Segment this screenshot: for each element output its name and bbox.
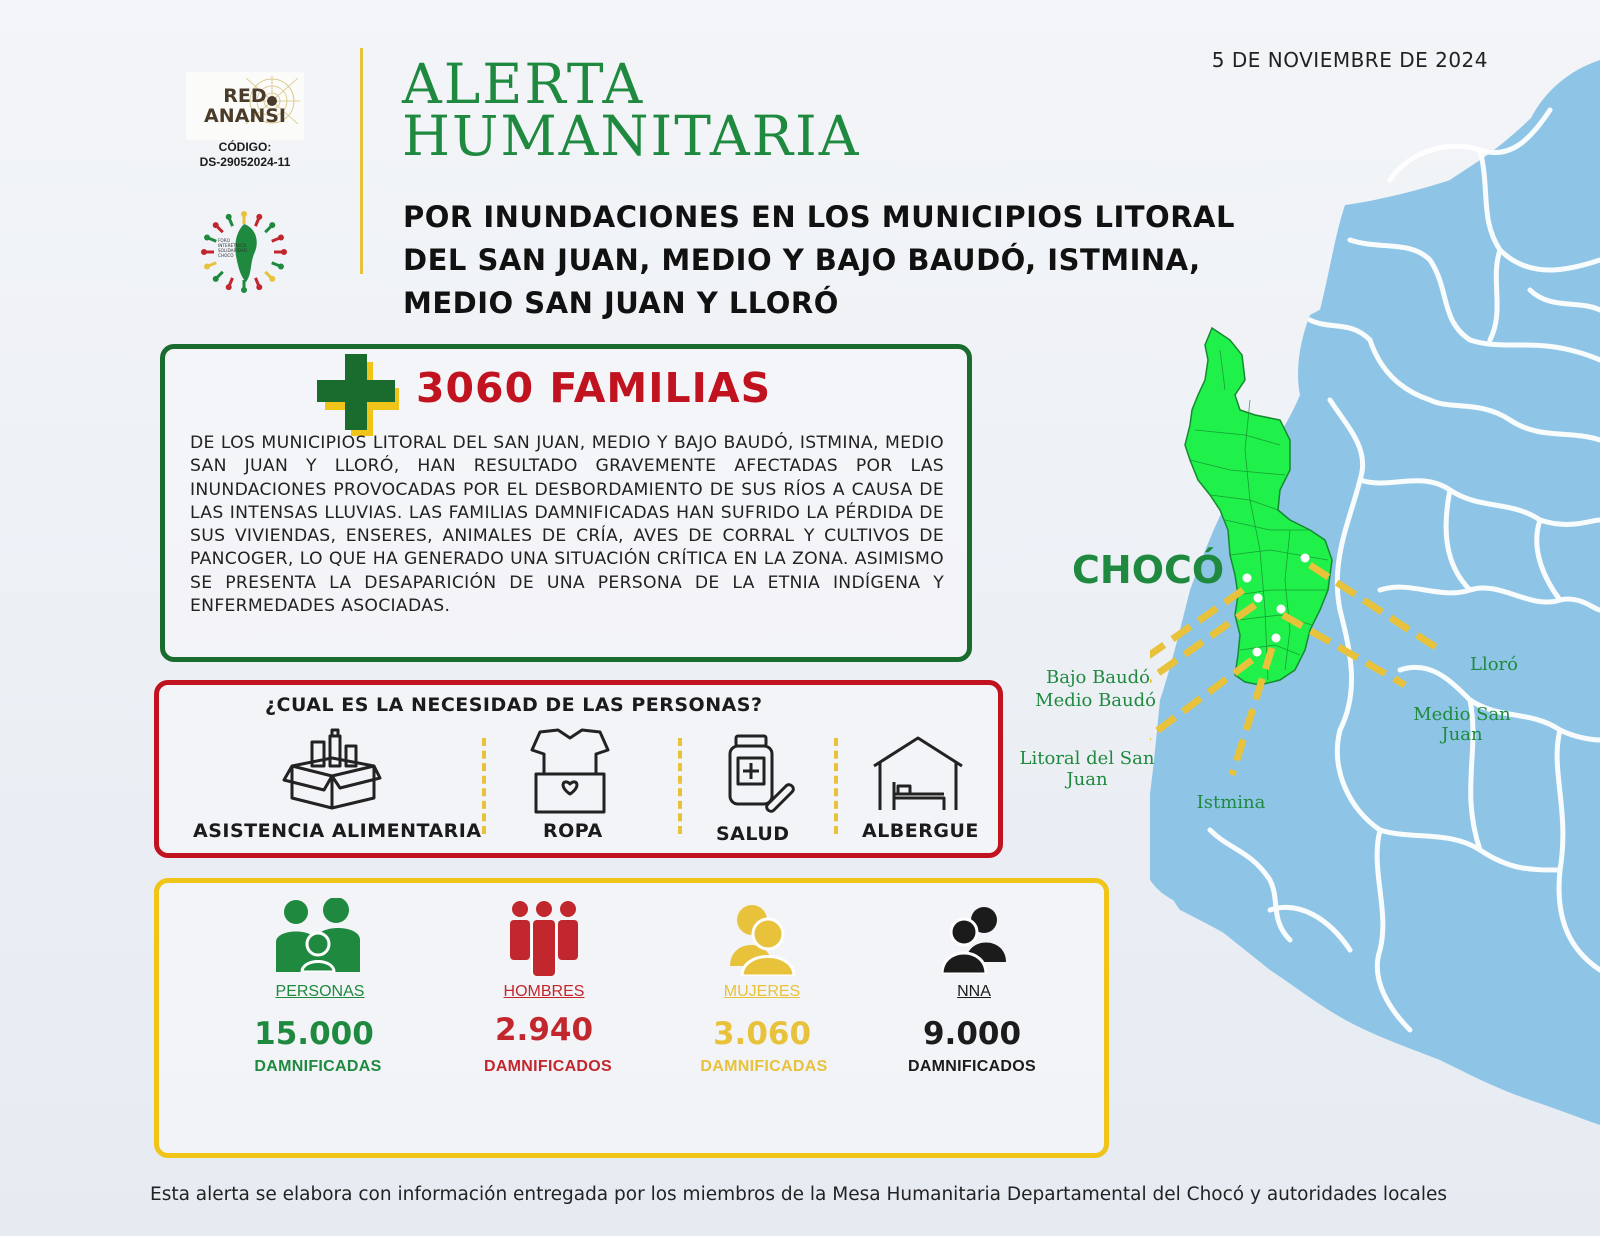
- foro-figure-body: [216, 225, 223, 232]
- map-label-medio-san-juan-line1: Medio San: [1413, 704, 1511, 725]
- foro-figure-body: [255, 278, 259, 287]
- medical-cross-icon: [312, 352, 402, 436]
- needs-divider: [482, 738, 486, 834]
- food-box-icon: [282, 728, 382, 812]
- stat-value-mujeres: 3.060: [712, 1016, 812, 1052]
- foro-interetnico-logo: [188, 202, 300, 302]
- children-group-icon: [942, 906, 1006, 974]
- foro-figure-body: [272, 263, 281, 267]
- need-label-clothing: ROPA: [543, 820, 603, 842]
- need-label-shelter: ALBERGUE: [862, 820, 979, 842]
- stat-unit-personas: DAMNIFICADAS: [254, 1058, 382, 1075]
- foro-figure-body: [272, 237, 281, 241]
- red-anansi-logo: [186, 72, 304, 140]
- region-label-choco: CHOCÓ: [1072, 548, 1225, 592]
- stat-label-personas: PERSONAS: [275, 983, 365, 1000]
- subtitle-line-2: DEL SAN JUAN, MEDIO Y BAJO BAUDÓ, ISTMINA,: [403, 243, 1201, 277]
- stat-label-nna: NNA: [957, 983, 991, 1000]
- stat-unit-mujeres: DAMNIFICADAS: [700, 1058, 828, 1075]
- subtitle-line-3: MEDIO SAN JUAN Y LLORÓ: [403, 286, 839, 320]
- codigo-label: CÓDIGO:: [218, 140, 272, 154]
- stat-value-nna: 9.000: [922, 1016, 1022, 1052]
- foro-figure-body: [229, 278, 233, 287]
- stat-label-hombres: HOMBRES: [503, 983, 585, 1000]
- foro-logo-text: FORO INTERÉTNICO SOLIDARIDAD CHOCÓ: [218, 238, 247, 258]
- families-description: DE LOS MUNICIPIOS LITORAL DEL SAN JUAN, MEDIO Y BAJO BAUDÓ, ISTMINA, MEDIO SAN JUAN Y LLORÓ, HAN RESULTADO GRAVEMENTE AFECTADAS POR LAS INUNDACIONES PROVOCADAS POR EL DESBORDAMIENTO DE SUS RÍOS A CAUSA DE LAS INTENSAS LLUVIAS. LAS FAMILIAS DAMNIFICADAS HAN SUFRIDO LA PÉRDIDA DE SUS VIVIENDAS, ENSERES, ANIMALES DE CRÍA, AVES DE CORRAL Y CULTIVOS DE PANCOGER, LO QUE HA GENERADO UNA SITUACIÓN CRÍTICA EN LA ZONA. ASIMISMO SE PRESENTA LA DESAPARICIÓN DE UNA PERSONA DE LA ETNIA INDÍGENA Y ENFERMEDADES ASOCIADAS.: [190, 433, 944, 617]
- codigo-value: DS-29052024-11: [199, 155, 291, 169]
- foro-figure-body: [265, 272, 272, 279]
- stat-unit-nna: DAMNIFICADOS: [907, 1058, 1037, 1075]
- need-label-food: ASISTENCIA ALIMENTARIA: [193, 820, 482, 842]
- map-label-litoral-line1: Litoral del San: [1019, 748, 1155, 769]
- map-label-istmina: Istmina: [1196, 792, 1266, 813]
- medicine-icon: [728, 734, 798, 820]
- foro-figure-body: [229, 217, 233, 226]
- foro-figure-body: [207, 237, 216, 241]
- map-label-medio-baudo: Medio Baudó: [1035, 690, 1156, 711]
- title-line-1: ALERTA: [402, 52, 645, 116]
- header-divider: [360, 48, 363, 274]
- foro-figure-body: [216, 272, 223, 279]
- needs-title: ¿CUAL ES LA NECESIDAD DE LAS PERSONAS?: [265, 694, 763, 716]
- subtitle-line-1: POR INUNDACIONES EN LOS MUNICIPIOS LITORAL: [403, 200, 1235, 234]
- alert-date: 5 DE NOVIEMBRE DE 2024: [1211, 48, 1488, 72]
- logo-text-anansi: ANANSI: [204, 105, 286, 127]
- stat-value-personas: 15.000: [254, 1016, 374, 1052]
- needs-divider: [678, 738, 682, 834]
- map-label-bajo-baudo: Bajo Baudó: [1045, 667, 1150, 688]
- men-group-icon: [508, 900, 580, 976]
- map-label-litoral-line2: Juan: [1066, 769, 1108, 790]
- alert-subtitle: [403, 196, 1283, 325]
- stat-unit-hombres: DAMNIFICADOS: [483, 1058, 613, 1075]
- shelter-icon: [872, 736, 964, 812]
- need-label-health: SALUD: [716, 823, 790, 845]
- footer-note: Esta alerta se elabora con información entregada por los miembros de la Mesa Humanitaria Departamental del Chocó y autoridades locales: [150, 1184, 1448, 1205]
- foro-figure-body: [255, 217, 259, 226]
- family-icon: [274, 898, 362, 972]
- map-label-lloro: Lloró: [1470, 654, 1518, 675]
- clothing-icon: [528, 728, 612, 814]
- foro-figure-body: [207, 263, 216, 267]
- needs-divider: [834, 738, 838, 834]
- page-title: [402, 52, 861, 168]
- stat-value-hombres: 2.940: [494, 1012, 594, 1048]
- women-group-icon: [728, 902, 796, 976]
- families-headline: 3060 FAMILIAS: [416, 364, 772, 412]
- foro-figure-body: [265, 225, 272, 232]
- stat-label-mujeres: MUJERES: [723, 983, 801, 1000]
- title-line-2: HUMANITARIA: [402, 104, 861, 168]
- map-label-medio-san-juan-line2: Juan: [1441, 724, 1483, 745]
- logo-text-red: RED: [223, 85, 267, 107]
